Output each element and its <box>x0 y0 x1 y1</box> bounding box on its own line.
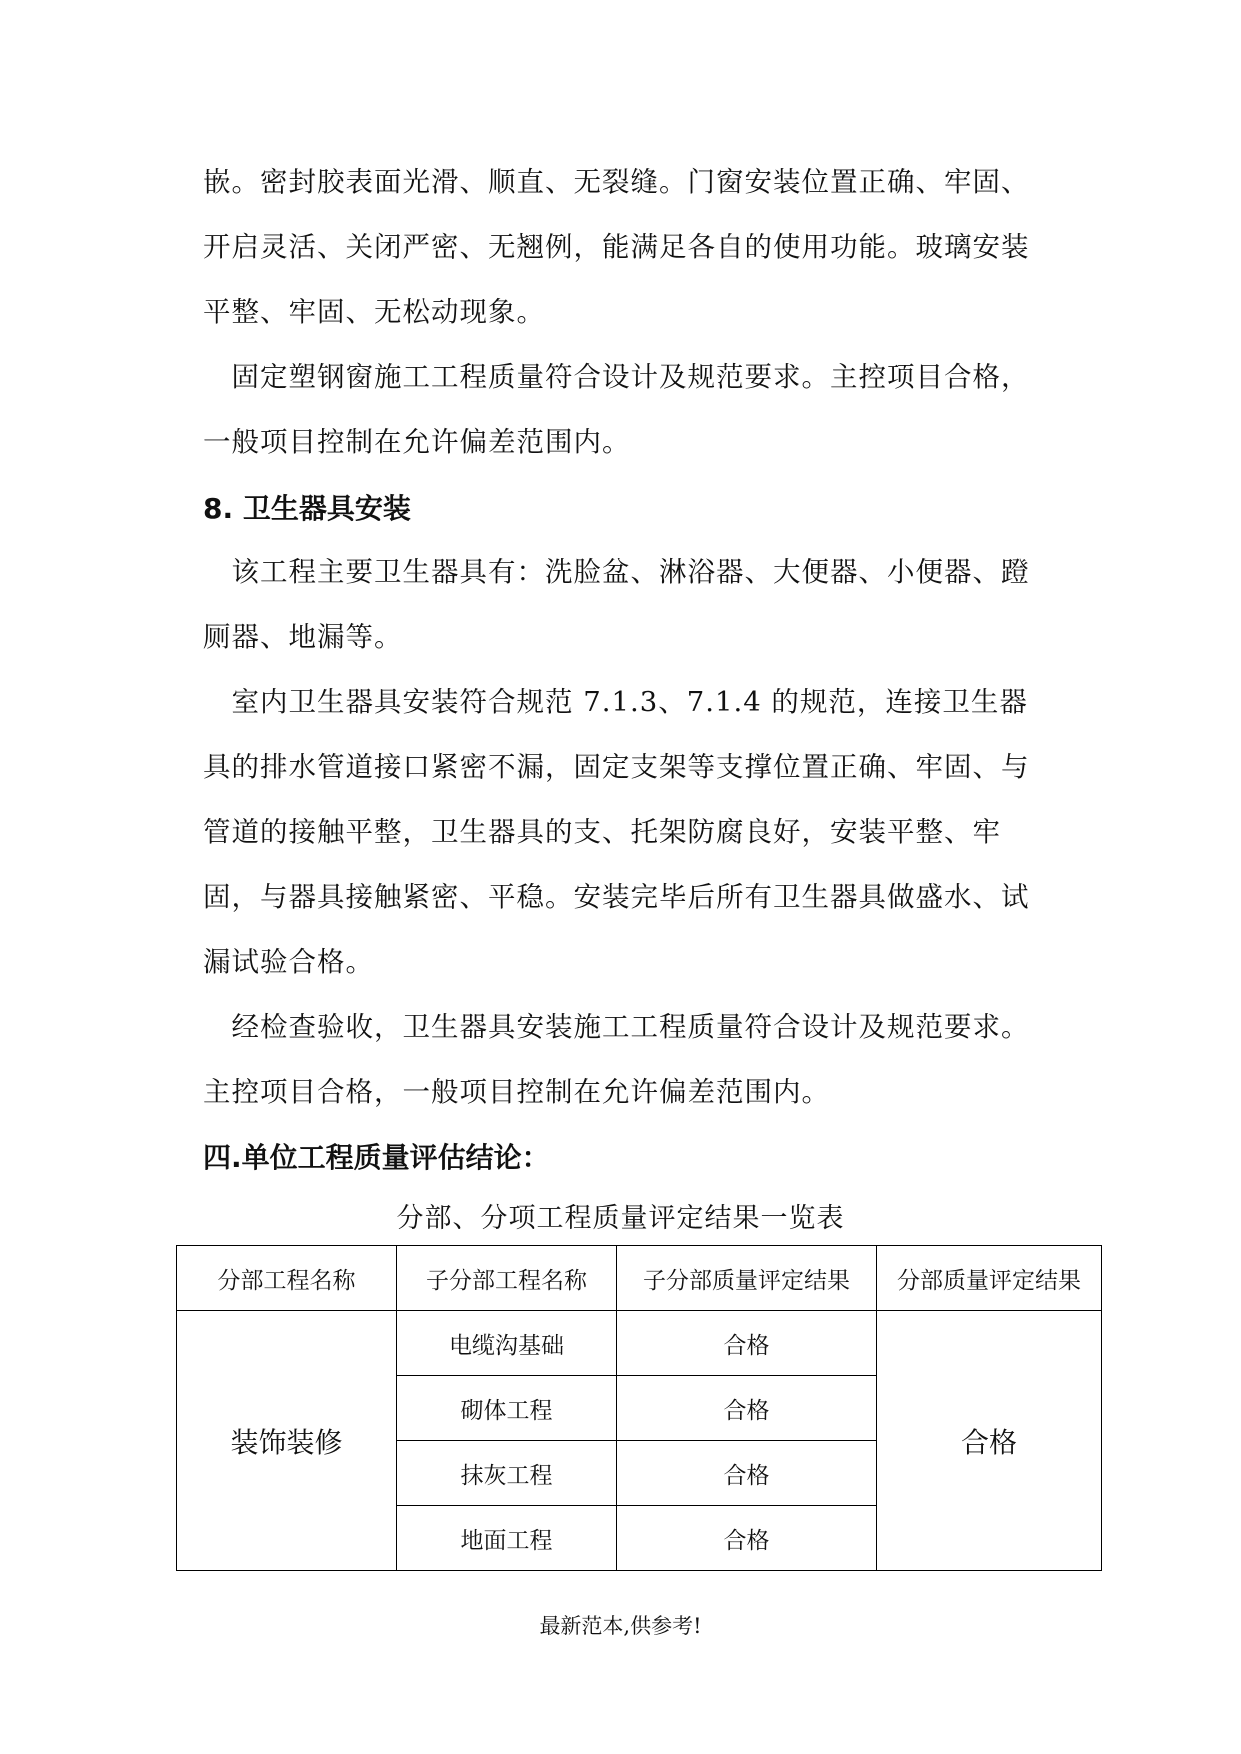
division-result-cell: 合格 <box>877 1311 1102 1571</box>
subdivision-result-cell: 合格 <box>617 1311 877 1376</box>
subdivision-name-cell: 电缆沟基础 <box>397 1311 617 1376</box>
quality-results-table <box>176 1245 1102 1571</box>
table-header-row <box>177 1246 1102 1311</box>
header-subdivision-result: 子分部质量评定结果 <box>617 1246 877 1311</box>
paragraph-sanitary-conclusion: 经检查验收，卫生器具安装施工工程质量符合设计及规范要求。主控项目合格，一般项目控制在允许偏差范围内。 <box>203 1011 1030 1108</box>
header-division-result: 分部质量评定结果 <box>877 1246 1102 1311</box>
paragraph-sanitary-spec: 室内卫生器具安装符合规范 7.1.3、7.1.4 的规范，连接卫生器具的排水管道接口紧密不漏，固定支架等支撑位置正确、牢固、与管道的接触平整，卫生器具的支、托架防腐良好，安装平整、牢固，与器具接触紧密、平稳。安装完毕后所有卫生器具做盛水、试漏试验合格。 <box>203 686 1030 978</box>
subdivision-name-cell: 地面工程 <box>397 1506 617 1571</box>
paragraph-sanitary-fixtures: 该工程主要卫生器具有：洗脸盆、淋浴器、大便器、小便器、蹬厕器、地漏等。 <box>203 556 1030 653</box>
header-subdivision: 子分部工程名称 <box>397 1246 617 1311</box>
page-footer: 最新范本,供参考! <box>539 1614 702 1638</box>
table-row <box>177 1311 1102 1376</box>
subdivision-name-cell: 砌体工程 <box>397 1376 617 1441</box>
subdivision-name-cell: 抹灰工程 <box>397 1441 617 1506</box>
paragraph-window-install: 嵌。密封胶表面光滑、顺直、无裂缝。门窗安装位置正确、牢固、开启灵活、关闭严密、无翘例，能满足各自的使用功能。玻璃安装平整、牢固、无松动现象。 <box>203 166 1030 328</box>
section-heading-conclusion: 四.单位工程质量评估结论： <box>203 1141 550 1174</box>
division-name-cell: 装饰装修 <box>177 1311 397 1571</box>
subdivision-result-cell: 合格 <box>617 1506 877 1571</box>
header-division: 分部工程名称 <box>177 1246 397 1311</box>
subdivision-result-cell: 合格 <box>617 1376 877 1441</box>
paragraph-window-conclusion: 固定塑钢窗施工工程质量符合设计及规范要求。主控项目合格，一般项目控制在允许偏差范围内。 <box>203 361 1030 458</box>
section-heading-sanitary: 8. 卫生器具安装 <box>203 492 411 525</box>
table-title: 分部、分项工程质量评定结果一览表 <box>396 1203 845 1234</box>
subdivision-result-cell: 合格 <box>617 1441 877 1506</box>
